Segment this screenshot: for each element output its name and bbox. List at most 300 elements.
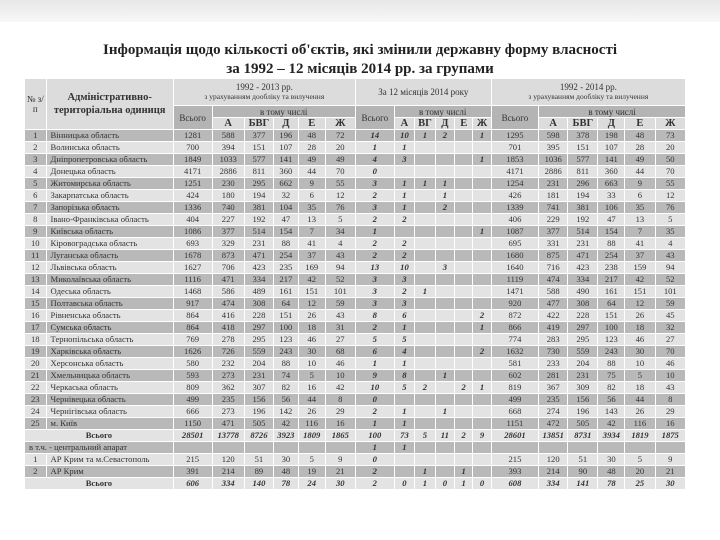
cell-b: 6 bbox=[355, 346, 394, 358]
cell-a: 100 bbox=[273, 322, 298, 334]
ownership-change-table bbox=[24, 78, 686, 490]
cell-a: 693 bbox=[173, 238, 212, 250]
cell-a: 5 bbox=[298, 370, 325, 382]
cell-a: 169 bbox=[298, 262, 325, 274]
cell-c: 56 bbox=[598, 394, 625, 406]
cell-c: 228 bbox=[568, 310, 598, 322]
cell-b: 9 bbox=[355, 370, 394, 382]
cell-b bbox=[435, 274, 454, 286]
cell-b bbox=[473, 202, 491, 214]
cell-a: 1281 bbox=[173, 130, 212, 142]
cell-a: 471 bbox=[244, 250, 273, 262]
cell-c: 505 bbox=[568, 418, 598, 430]
cell-a: 726 bbox=[212, 346, 244, 358]
cell-b: 1 bbox=[394, 178, 414, 190]
cell-a: 471 bbox=[212, 274, 244, 286]
cell-a: 214 bbox=[212, 466, 244, 478]
cell-b bbox=[435, 466, 454, 478]
cell-a: 243 bbox=[273, 346, 298, 358]
cell-c: 4 bbox=[655, 238, 685, 250]
cell-a: 235 bbox=[273, 262, 298, 274]
group-header: Е bbox=[625, 118, 655, 130]
row-label: Всього bbox=[25, 478, 174, 490]
cell-a: 217 bbox=[273, 274, 298, 286]
cell-a: 42 bbox=[298, 274, 325, 286]
cell-a: 1150 bbox=[173, 418, 212, 430]
cell-b bbox=[435, 310, 454, 322]
cell-c: 360 bbox=[598, 166, 625, 178]
group-header: А bbox=[212, 118, 244, 130]
cell-c: 4171 bbox=[491, 166, 538, 178]
cell-c: 559 bbox=[568, 346, 598, 358]
cell-a: 18 bbox=[298, 322, 325, 334]
cell-b bbox=[455, 442, 473, 454]
cell-c: 716 bbox=[539, 262, 568, 274]
cell-a: 580 bbox=[173, 358, 212, 370]
cell-a: 29 bbox=[325, 406, 355, 418]
cell-b bbox=[455, 406, 473, 418]
cell-c: 9 bbox=[655, 454, 685, 466]
period-3-sub: з урахуванням дообліку та вилучення bbox=[528, 92, 649, 101]
cell-a bbox=[325, 442, 355, 454]
cell-c: 243 bbox=[598, 346, 625, 358]
cell-c: 143 bbox=[598, 406, 625, 418]
cell-b bbox=[455, 370, 473, 382]
row-number: 13 bbox=[25, 274, 47, 286]
cell-b bbox=[473, 178, 491, 190]
cell-b: 1 bbox=[473, 226, 491, 238]
cell-b bbox=[473, 418, 491, 430]
cell-b bbox=[415, 370, 435, 382]
cell-c: 274 bbox=[539, 406, 568, 418]
cell-a: 30 bbox=[325, 478, 355, 490]
row-unit-name: Херсонська область bbox=[46, 358, 173, 370]
cell-a: 194 bbox=[244, 190, 273, 202]
table-row bbox=[25, 430, 686, 442]
cell-c: 33 bbox=[598, 190, 625, 202]
cell-b bbox=[455, 358, 473, 370]
cell-a: 10 bbox=[325, 370, 355, 382]
cell-c: 233 bbox=[539, 358, 568, 370]
cell-c: 90 bbox=[568, 466, 598, 478]
cell-a: 769 bbox=[173, 334, 212, 346]
cell-c: 602 bbox=[491, 370, 538, 382]
slide-top-band bbox=[0, 0, 720, 22]
cell-a: 37 bbox=[298, 250, 325, 262]
row-number: 11 bbox=[25, 250, 47, 262]
cell-b: 9 bbox=[473, 430, 491, 442]
cell-a: 423 bbox=[244, 262, 273, 274]
table-row bbox=[25, 202, 686, 214]
cell-b bbox=[455, 250, 473, 262]
cell-c: 9 bbox=[625, 178, 655, 190]
cell-b: 1 bbox=[394, 202, 414, 214]
row-unit-name: Київська область bbox=[46, 226, 173, 238]
cell-b bbox=[394, 454, 414, 466]
cell-c: 5 bbox=[625, 370, 655, 382]
cell-c: 1119 bbox=[491, 274, 538, 286]
cell-b bbox=[473, 442, 491, 454]
cell-b: 1 bbox=[394, 322, 414, 334]
cell-a: 873 bbox=[212, 250, 244, 262]
cell-a: 1468 bbox=[173, 286, 212, 298]
cell-b: 1 bbox=[415, 466, 435, 478]
cell-c: 10 bbox=[625, 358, 655, 370]
col-unit-header: Адміністративно-територіальна одиниця bbox=[46, 79, 173, 130]
cell-c bbox=[625, 442, 655, 454]
cell-a: 2886 bbox=[212, 166, 244, 178]
row-unit-name: Дніпропетровська область bbox=[46, 154, 173, 166]
cell-c: 161 bbox=[598, 286, 625, 298]
cell-a: 4 bbox=[325, 238, 355, 250]
group-header: Ж bbox=[655, 118, 685, 130]
cell-b: 8 bbox=[394, 370, 414, 382]
row-unit-name: АР Крим bbox=[46, 466, 173, 478]
cell-b: 0 bbox=[394, 478, 414, 490]
cell-c: 296 bbox=[568, 178, 598, 190]
group-header: ВГ bbox=[415, 118, 435, 130]
cell-b bbox=[415, 322, 435, 334]
cell-c: 730 bbox=[539, 346, 568, 358]
period-1-label: 1992 - 2013 рр. bbox=[235, 82, 293, 92]
cell-b: 6 bbox=[394, 310, 414, 322]
cell-b bbox=[415, 358, 435, 370]
cell-c: 70 bbox=[655, 346, 685, 358]
table-row bbox=[25, 274, 686, 286]
cell-a: 228 bbox=[244, 310, 273, 322]
cell-c: 235 bbox=[539, 394, 568, 406]
cell-a: 489 bbox=[244, 286, 273, 298]
cell-b: 2 bbox=[355, 250, 394, 262]
cell-c: 10 bbox=[655, 370, 685, 382]
cell-b: 1 bbox=[355, 142, 394, 154]
cell-b bbox=[415, 226, 435, 238]
cell-a: 13778 bbox=[212, 430, 244, 442]
cell-a: 180 bbox=[212, 190, 244, 202]
cell-a: 55 bbox=[325, 178, 355, 190]
cell-a: 142 bbox=[273, 406, 298, 418]
cell-b bbox=[455, 394, 473, 406]
row-number: 1 bbox=[25, 454, 47, 466]
cell-c: 308 bbox=[568, 298, 598, 310]
cell-a: 47 bbox=[273, 214, 298, 226]
cell-a: 64 bbox=[273, 298, 298, 310]
cell-b: 1 bbox=[435, 190, 454, 202]
cell-b bbox=[435, 142, 454, 154]
group-header: Д bbox=[273, 118, 298, 130]
cell-c: 12 bbox=[655, 190, 685, 202]
cell-c: 94 bbox=[655, 262, 685, 274]
cell-c: 141 bbox=[598, 154, 625, 166]
cell-c: 1036 bbox=[539, 154, 568, 166]
table-row bbox=[25, 298, 686, 310]
row-label: в т.ч. - центральний апарат bbox=[25, 442, 174, 454]
cell-c: 283 bbox=[539, 334, 568, 346]
cell-c: 422 bbox=[539, 310, 568, 322]
group-header: А bbox=[394, 118, 414, 130]
cell-b bbox=[415, 406, 435, 418]
cell-a: 811 bbox=[244, 166, 273, 178]
cell-c: 490 bbox=[568, 286, 598, 298]
total-header-3: Всього bbox=[491, 106, 538, 130]
cell-a: 391 bbox=[173, 466, 212, 478]
cell-a: 307 bbox=[244, 382, 273, 394]
cell-c: 12 bbox=[625, 298, 655, 310]
cell-b: 1 bbox=[473, 154, 491, 166]
table-row bbox=[25, 478, 686, 490]
cell-a bbox=[173, 442, 212, 454]
cell-b: 2 bbox=[394, 214, 414, 226]
cell-a: 362 bbox=[212, 382, 244, 394]
group-header: БВГ bbox=[568, 118, 598, 130]
row-number: 10 bbox=[25, 238, 47, 250]
cell-a: 72 bbox=[325, 130, 355, 142]
cell-c: 141 bbox=[568, 478, 598, 490]
row-number: 9 bbox=[25, 226, 47, 238]
cell-b bbox=[455, 346, 473, 358]
cell-c: 3934 bbox=[598, 430, 625, 442]
cell-b: 3 bbox=[355, 298, 394, 310]
cell-a: 88 bbox=[273, 358, 298, 370]
cell-c: 423 bbox=[568, 262, 598, 274]
cell-a: 32 bbox=[273, 190, 298, 202]
cell-c: 334 bbox=[568, 274, 598, 286]
cell-b bbox=[415, 190, 435, 202]
cell-c: 59 bbox=[655, 298, 685, 310]
cell-b: 1 bbox=[394, 406, 414, 418]
cell-c: 774 bbox=[491, 334, 538, 346]
cell-a: 48 bbox=[298, 130, 325, 142]
cell-c: 588 bbox=[539, 286, 568, 298]
group-header: Ж bbox=[473, 118, 491, 130]
cell-c: 46 bbox=[655, 358, 685, 370]
cell-a: 49 bbox=[298, 154, 325, 166]
row-number: 7 bbox=[25, 202, 47, 214]
cell-a: 70 bbox=[325, 166, 355, 178]
cell-a: 588 bbox=[212, 130, 244, 142]
cell-c: 419 bbox=[539, 322, 568, 334]
cell-a: 227 bbox=[212, 214, 244, 226]
cell-a: 308 bbox=[244, 298, 273, 310]
table-row bbox=[25, 166, 686, 178]
cell-b: 3 bbox=[355, 286, 394, 298]
cell-b bbox=[415, 166, 435, 178]
cell-b bbox=[394, 166, 414, 178]
row-unit-name: Донецька область bbox=[46, 166, 173, 178]
cell-b: 1 bbox=[394, 190, 414, 202]
cell-b: 100 bbox=[355, 430, 394, 442]
row-unit-name: Рівненська область bbox=[46, 310, 173, 322]
cell-a: 30 bbox=[273, 454, 298, 466]
cell-b: 1 bbox=[415, 286, 435, 298]
cell-a: 273 bbox=[212, 370, 244, 382]
cell-b: 3 bbox=[355, 202, 394, 214]
cell-c: 27 bbox=[655, 334, 685, 346]
cell-b: 1 bbox=[435, 406, 454, 418]
cell-a: 140 bbox=[244, 478, 273, 490]
cell-b: 0 bbox=[355, 394, 394, 406]
cell-a: 424 bbox=[173, 190, 212, 202]
cell-a: 295 bbox=[244, 334, 273, 346]
cell-a: 56 bbox=[273, 394, 298, 406]
cell-b: 2 bbox=[355, 322, 394, 334]
cell-a: 505 bbox=[244, 418, 273, 430]
cell-c: 50 bbox=[655, 154, 685, 166]
row-unit-name: Вінницька область bbox=[46, 130, 173, 142]
cell-c: 8731 bbox=[568, 430, 598, 442]
row-number: 8 bbox=[25, 214, 47, 226]
row-unit-name: Кіровоградська область bbox=[46, 238, 173, 250]
cell-b bbox=[473, 286, 491, 298]
cell-b: 0 bbox=[435, 478, 454, 490]
cell-c: 26 bbox=[625, 310, 655, 322]
cell-a: 278 bbox=[212, 334, 244, 346]
cell-c: 42 bbox=[625, 274, 655, 286]
cell-a: 151 bbox=[273, 310, 298, 322]
cell-a: 231 bbox=[244, 370, 273, 382]
cell-c: 88 bbox=[598, 238, 625, 250]
cell-c: 13851 bbox=[539, 430, 568, 442]
cell-c: 20 bbox=[625, 466, 655, 478]
row-unit-name: Чернігівська область bbox=[46, 406, 173, 418]
row-unit-name: Івано-Франківська область bbox=[46, 214, 173, 226]
cell-c: 663 bbox=[598, 178, 625, 190]
cell-c: 231 bbox=[539, 178, 568, 190]
period-1992-2013-header bbox=[173, 79, 355, 106]
cell-a: 42 bbox=[273, 418, 298, 430]
group-header: Д bbox=[598, 118, 625, 130]
cell-a: 394 bbox=[212, 142, 244, 154]
cell-a bbox=[273, 442, 298, 454]
cell-c: 920 bbox=[491, 298, 538, 310]
cell-a: 196 bbox=[273, 130, 298, 142]
cell-c: 381 bbox=[568, 202, 598, 214]
row-number: 18 bbox=[25, 334, 47, 346]
cell-c: 875 bbox=[539, 250, 568, 262]
table-row bbox=[25, 262, 686, 274]
cell-b bbox=[415, 214, 435, 226]
cell-c: 1339 bbox=[491, 202, 538, 214]
cell-b bbox=[435, 418, 454, 430]
cell-b: 1 bbox=[435, 370, 454, 382]
row-number: 2 bbox=[25, 466, 47, 478]
cell-a: 1336 bbox=[173, 202, 212, 214]
cell-c: 474 bbox=[539, 274, 568, 286]
cell-c: 28601 bbox=[491, 430, 538, 442]
table-row bbox=[25, 322, 686, 334]
cell-c: 18 bbox=[625, 382, 655, 394]
page-title bbox=[0, 41, 720, 79]
cell-b bbox=[415, 334, 435, 346]
cell-c: 231 bbox=[568, 370, 598, 382]
cell-a: 28 bbox=[298, 142, 325, 154]
cell-a: 377 bbox=[212, 226, 244, 238]
cell-c: 116 bbox=[625, 418, 655, 430]
row-unit-name: Житомирська область bbox=[46, 178, 173, 190]
cell-b: 1 bbox=[355, 358, 394, 370]
cell-a: 88 bbox=[273, 238, 298, 250]
row-unit-name: Волинська область bbox=[46, 142, 173, 154]
cell-c: 695 bbox=[491, 238, 538, 250]
table-row bbox=[25, 130, 686, 142]
cell-a: 44 bbox=[298, 166, 325, 178]
cell-c: 238 bbox=[598, 262, 625, 274]
cell-c: 151 bbox=[598, 310, 625, 322]
cell-c: 120 bbox=[539, 454, 568, 466]
row-number: 5 bbox=[25, 178, 47, 190]
cell-c: 29 bbox=[655, 406, 685, 418]
cell-b bbox=[435, 322, 454, 334]
cell-a: 1251 bbox=[173, 178, 212, 190]
cell-c: 214 bbox=[539, 466, 568, 478]
cell-a: 156 bbox=[244, 394, 273, 406]
cell-b bbox=[455, 142, 473, 154]
row-unit-name: Полтавська область bbox=[46, 298, 173, 310]
cell-c: 16 bbox=[655, 418, 685, 430]
cell-c bbox=[491, 442, 538, 454]
cell-b bbox=[455, 238, 473, 250]
cell-c: 35 bbox=[655, 226, 685, 238]
row-unit-name: Миколаївська область bbox=[46, 274, 173, 286]
cell-b bbox=[473, 334, 491, 346]
cell-a: 662 bbox=[273, 178, 298, 190]
cell-a: 254 bbox=[273, 250, 298, 262]
cell-b bbox=[415, 418, 435, 430]
cell-a: 864 bbox=[173, 310, 212, 322]
group-header: А bbox=[539, 118, 568, 130]
cell-b bbox=[455, 286, 473, 298]
cell-c: 701 bbox=[491, 142, 538, 154]
row-number: 17 bbox=[25, 322, 47, 334]
period-2014-header: За 12 місяців 2014 року bbox=[355, 79, 491, 106]
cell-c: 151 bbox=[625, 286, 655, 298]
cell-c: 25 bbox=[625, 478, 655, 490]
table-row bbox=[25, 142, 686, 154]
cell-a: 593 bbox=[173, 370, 212, 382]
row-unit-name: Харківська область bbox=[46, 346, 173, 358]
cell-c: 21 bbox=[655, 466, 685, 478]
cell-a: 295 bbox=[244, 178, 273, 190]
table-row bbox=[25, 238, 686, 250]
cell-b: 1 bbox=[455, 466, 473, 478]
cell-a: 89 bbox=[244, 466, 273, 478]
group-header: Ж bbox=[325, 118, 355, 130]
cell-b: 4 bbox=[355, 154, 394, 166]
row-unit-name: Львівська область bbox=[46, 262, 173, 274]
cell-a: 231 bbox=[244, 238, 273, 250]
cell-b bbox=[455, 310, 473, 322]
cell-b: 11 bbox=[435, 430, 454, 442]
cell-b bbox=[473, 466, 491, 478]
table-row bbox=[25, 214, 686, 226]
cell-b: 2 bbox=[473, 310, 491, 322]
cell-a: 416 bbox=[212, 310, 244, 322]
cell-b: 1 bbox=[455, 478, 473, 490]
table-row bbox=[25, 310, 686, 322]
cell-a bbox=[212, 442, 244, 454]
cell-b: 2 bbox=[473, 346, 491, 358]
table-row bbox=[25, 382, 686, 394]
cell-b bbox=[455, 202, 473, 214]
cell-b: 0 bbox=[473, 478, 491, 490]
cell-a: 192 bbox=[244, 214, 273, 226]
cell-b bbox=[473, 262, 491, 274]
cell-a: 577 bbox=[244, 154, 273, 166]
cell-b bbox=[415, 310, 435, 322]
cell-a: 606 bbox=[173, 478, 212, 490]
cell-c: 393 bbox=[491, 466, 538, 478]
cell-b: 0 bbox=[355, 454, 394, 466]
